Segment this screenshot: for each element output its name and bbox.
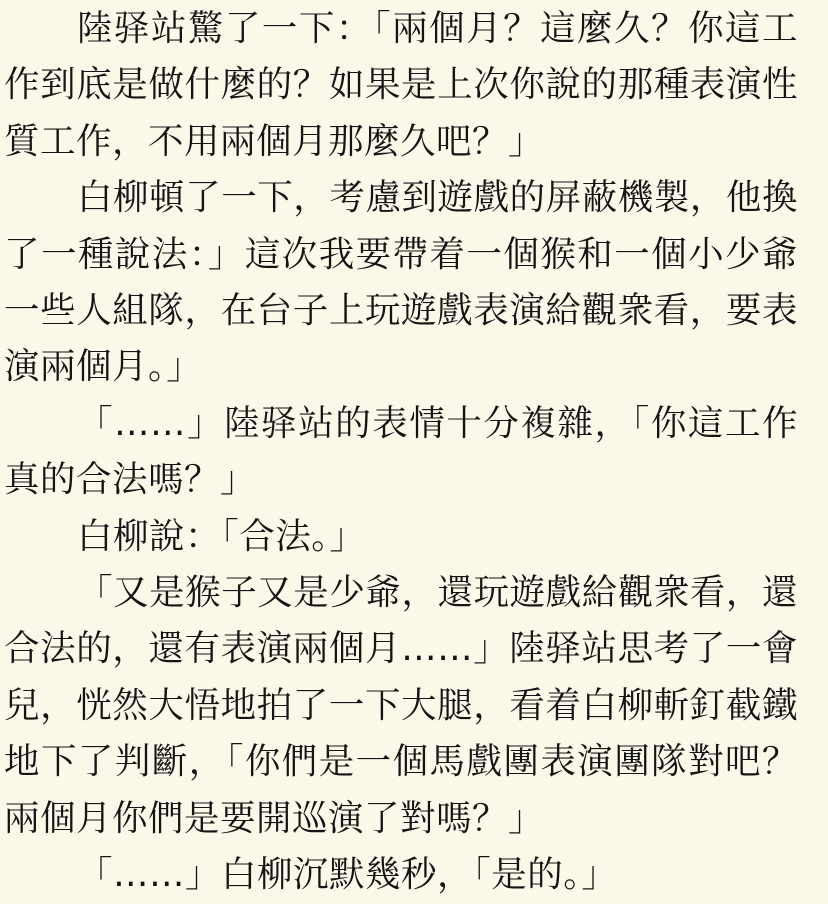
- story-paragraph: 「……」陸驿站的表情十分複雜，「你這工作真的合法嗎？」: [4, 402, 798, 501]
- story-paragraph: 「又是猴子又是少爺，還玩遊戲給觀衆看，還合法的，還有表演兩個月……」陸驿站思考了一會兒，恍然大悟地拍了一下大腿，看着白柳斬釘截鐵地下了判斷，「你們是一個馬戲團表演團隊對吧？兩個月你們是要開巡演了對嗎？」: [4, 572, 798, 839]
- story-paragraph: 陸驿站驚了一下：「兩個月？這麼久？你這工作到底是做什麼的？如果是上次你說的那種表演性質工作，不用兩個月那麼久吧？」: [4, 8, 798, 162]
- story-paragraph: 白柳頓了一下，考慮到遊戲的屏蔽機製，他換了一種說法：」這次我要帶着一個猴和一個小少爺一些人組隊，在台子上玩遊戲表演給觀衆看，要表演兩個月。」: [4, 177, 798, 388]
- reader-page: [0, 1, 828, 899]
- story-paragraph: 「……」白柳沉默幾秒，「是的。」: [77, 854, 618, 896]
- story-paragraph: 白柳說：「合法。」: [77, 515, 366, 557]
